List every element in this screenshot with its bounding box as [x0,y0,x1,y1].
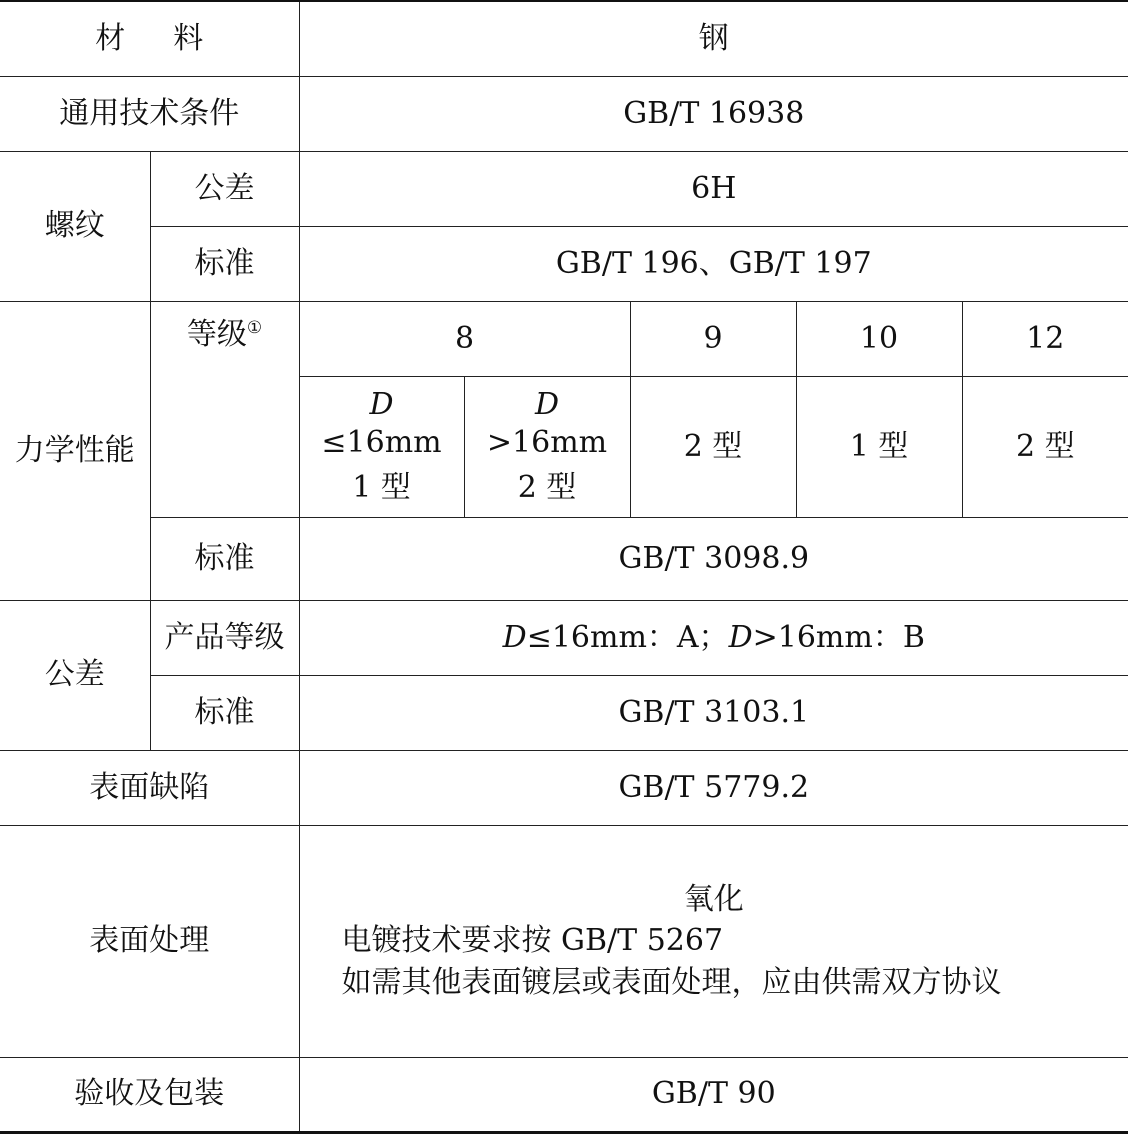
row-thread-tolerance [0,151,1128,226]
grade-8-small-type: D ≤16mm 1 型 [299,376,464,517]
material-label: 材 料 [0,1,299,76]
surface-treatment-label: 表面处理 [0,825,299,1057]
surface-treatment-value [299,825,1128,1057]
mechanical-standard-label: 标准 [150,517,299,600]
grade-8: 8 [299,301,630,376]
surface-treatment-line-2: 电镀技术要求按 GB/T 5267 [342,922,1128,960]
row-general-tech [0,76,1128,151]
tolerance-label: 公差 [0,600,150,750]
acceptance-label: 验收及包装 [0,1057,299,1132]
mechanical-label: 力学性能 [0,301,150,600]
general-tech-label: 通用技术条件 [0,76,299,151]
row-product-grade [0,600,1128,675]
row-grade-header [0,301,1128,376]
grade-12: 12 [962,301,1128,376]
thread-standard-value: GB/T 196、GB/T 197 [299,226,1128,301]
grade-label: 等级① [150,301,299,517]
footnote-marker: ① [247,318,262,338]
surface-treatment-line-1: 氧化 [342,881,1128,919]
material-value: 钢 [299,1,1128,76]
product-grade-value: D≤16mm：A；D>16mm：B [299,600,1128,675]
thread-label: 螺纹 [0,151,150,301]
general-tech-value: GB/T 16938 [299,76,1128,151]
row-mechanical-standard [0,517,1128,600]
row-tolerance-standard [0,675,1128,750]
grade-9-type: 2 型 [630,376,796,517]
acceptance-value: GB/T 90 [299,1057,1128,1132]
row-thread-standard [0,226,1128,301]
product-grade-label: 产品等级 [150,600,299,675]
mechanical-standard-value: GB/T 3098.9 [299,517,1128,600]
surface-treatment-line-3: 如需其他表面镀层或表面处理，应由供需双方协议 [342,964,1128,1002]
tolerance-standard-label: 标准 [150,675,299,750]
row-material [0,1,1128,76]
grade-9: 9 [630,301,796,376]
surface-defects-label: 表面缺陷 [0,750,299,825]
thread-standard-label: 标准 [150,226,299,301]
surface-defects-value: GB/T 5779.2 [299,750,1128,825]
grade-10-type: 1 型 [796,376,962,517]
thread-tolerance-value: 6H [299,151,1128,226]
grade-8-large-type: D >16mm 2 型 [464,376,630,517]
row-surface-defects [0,750,1128,825]
grade-12-type: 2 型 [962,376,1128,517]
thread-tolerance-label: 公差 [150,151,299,226]
tolerance-standard-value: GB/T 3103.1 [299,675,1128,750]
row-surface-treatment [0,825,1128,1057]
row-acceptance [0,1057,1128,1132]
grade-10: 10 [796,301,962,376]
